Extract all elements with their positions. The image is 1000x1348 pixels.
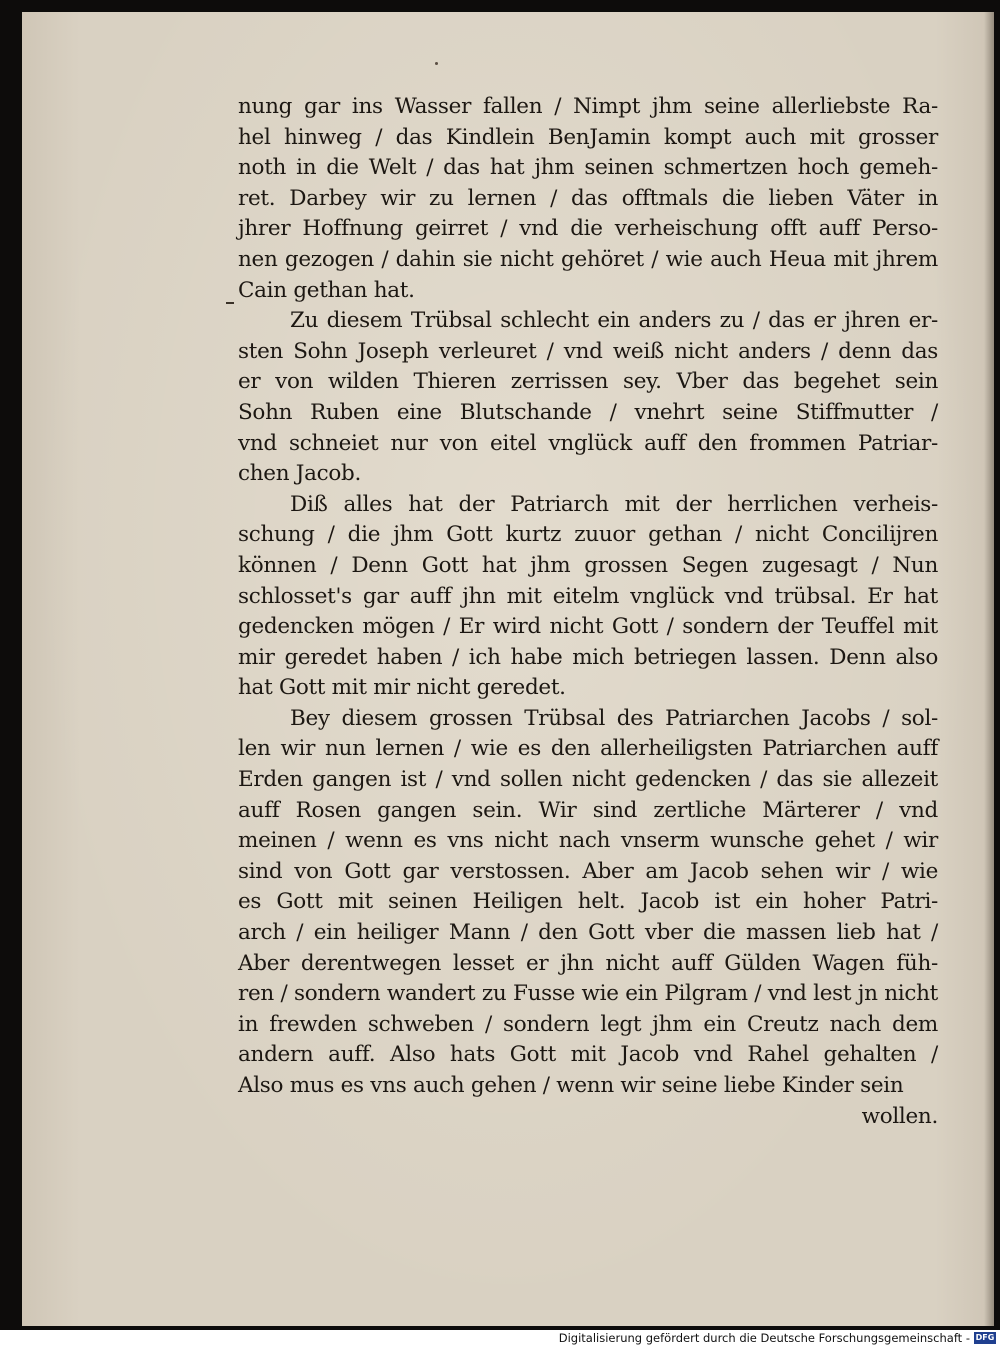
text-line: er von wilden Thieren zerrissen sey. Vber das begehet sein: [238, 369, 938, 395]
closing-word: wollen.: [861, 1103, 938, 1129]
text-line: hel hinweg / das Kindlein BenJamin kompt auch mit grosser: [238, 124, 938, 150]
page-edge-shadow: [984, 12, 994, 1326]
paragraph: [238, 490, 938, 704]
text-line: andern auff. Also hats Gott mit Jacob vnd Rahel gehalten /: [238, 1042, 938, 1068]
paragraph: [238, 704, 938, 1102]
text-line: nen gezogen / dahin sie nicht gehöret / wie auch Heua mit jhrem: [238, 246, 938, 272]
text-line: können / Denn Gott hat jhm grossen Segen zugesagt / Nun: [238, 552, 938, 578]
text-line: in frewden schweben / sondern legt jhm ein Creutz nach dem: [238, 1011, 938, 1037]
text-line: Bey diesem grossen Trübsal des Patriarchen Jacobs / sol-: [290, 705, 938, 731]
text-line: len wir nun lernen / wie es den allerheiligsten Patriarchen auff: [238, 736, 938, 762]
text-line: schlosset's gar auff jhn mit eitelm vnglück vnd trübsal. Er hat: [238, 583, 938, 609]
paragraph: [238, 92, 938, 306]
text-line: noth in die Welt / das hat jhm seinen schmertzen hoch gemeh-: [238, 155, 938, 181]
text-line: Cain gethan hat.: [238, 277, 415, 303]
text-line: ren / sondern wandert zu Fusse wie ein Pilgram / vnd lest jn nicht: [238, 981, 938, 1007]
text-line: Aber derentwegen lesset er jhn nicht auff Gülden Wagen füh-: [238, 950, 938, 976]
page-text: [238, 92, 938, 1132]
text-line: mir geredet haben / ich habe mich betriegen lassen. Denn also: [238, 644, 938, 670]
text-line: Zu diesem Trübsal schlecht ein anders zu / das er jhren er-: [290, 308, 938, 334]
margin-mark: [226, 302, 234, 304]
text-line: auff Rosen gangen sein. Wir sind zertliche Märterer / vnd: [238, 797, 938, 823]
text-line: gedencken mögen / Er wird nicht Gott / sondern der Teuffel mit: [238, 614, 938, 640]
text-line: Erden gangen ist / vnd sollen nicht gedencken / das sie allezeit: [238, 767, 938, 793]
text-line: arch / ein heiliger Mann / den Gott vber die massen lieb hat /: [238, 920, 938, 946]
text-line: Sohn Ruben eine Blutschande / vnehrt seine Stiffmutter /: [238, 399, 938, 425]
text-line: Also mus es vns auch gehen / wenn wir seine liebe Kinder sein: [238, 1073, 904, 1098]
ink-speck: [435, 62, 438, 65]
text-line: jhrer Hoffnung geirret / vnd die verheischung offt auff Perso-: [238, 216, 938, 242]
text-line: vnd schneiet nur von eitel vnglück auff den frommen Patriar-: [238, 430, 938, 456]
text-line: hat Gott mit mir nicht geredet.: [238, 675, 566, 701]
text-line: schung / die jhm Gott kurtz zuuor gethan / nicht Concilijren: [238, 522, 938, 548]
text-line: nung gar ins Wasser fallen / Nimpt jhm seine allerliebste Ra-: [238, 94, 938, 119]
paragraph: [238, 306, 938, 490]
text-line: es Gott mit seinen Heiligen helt. Jacob ist ein hoher Patri-: [238, 889, 938, 915]
footer-bar: [0, 1330, 1000, 1348]
text-line: meinen / wenn es vns nicht nach vnserm wunsche gehet / wir: [238, 828, 938, 854]
text-line: chen Jacob.: [238, 461, 362, 487]
text-line: sind von Gott gar verstossen. Aber am Jacob sehen wir / wie: [238, 858, 938, 884]
funding-credit: Digitalisierung gefördert durch die Deutsche Forschungsgemeinschaft -: [558, 1331, 970, 1345]
text-line: Diß alles hat der Patriarch mit der herrlichen verheis-: [290, 491, 938, 517]
text-line: sten Sohn Joseph verleuret / vnd weiß nicht anders / denn das: [238, 338, 938, 364]
text-line: ret. Darbey wir zu lernen / das offtmals die lieben Väter in: [238, 185, 938, 211]
dfg-logo[interactable]: DFG: [975, 1333, 995, 1342]
